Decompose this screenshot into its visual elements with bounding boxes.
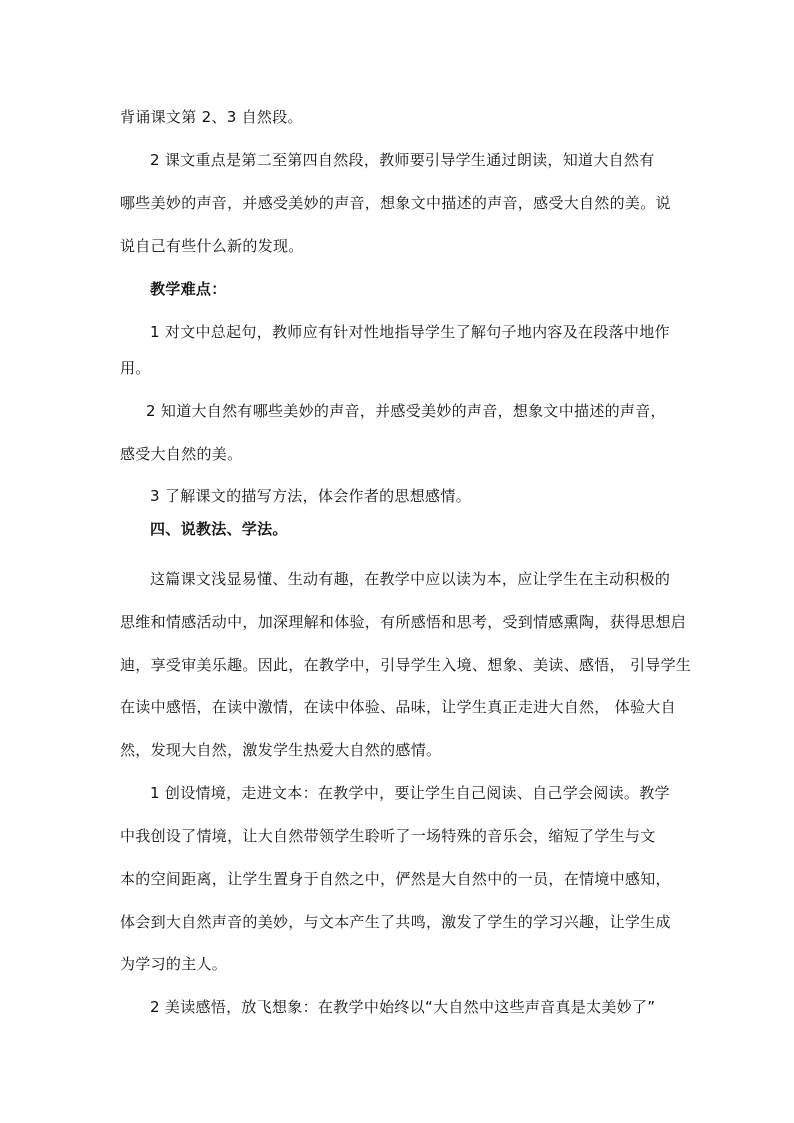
text-line: 中我创设了情境，让大自然带领学生聆听了一场特殊的音乐会，缩短了学生与文 [120, 827, 656, 845]
text-line: 2 课文重点是第二至第四自然段，教师要引导学生通过朗读，知道大自然有 [150, 151, 655, 169]
text-line: 1 创设情境，走进文本：在教学中，要让学生自己阅读、自己学会阅读。教学 [150, 784, 670, 802]
text-line: 说自己有些什么新的发现。 [120, 237, 304, 255]
text-line: 3 了解课文的描写方法，体会作者的思想感情。 [150, 487, 471, 505]
text-line: 这篇课文浅显易懂、生动有趣，在教学中应以读为本，应让学生在主动积极的 [150, 570, 671, 588]
text-line: 背诵课文第 2、3 自然段。 [120, 108, 303, 126]
text-line: 本的空间距离，让学生置身于自然之中，俨然是大自然中的一员，在情境中感知， [120, 870, 671, 888]
section-heading: 教学难点： [150, 280, 227, 298]
text-line: 1 对文中总起句，教师应有针对性地指导学生了解句子地内容及在段落中地作 [150, 323, 670, 341]
section-heading: 四、说教法、学法。 [150, 520, 288, 538]
text-line: 然，发现大自然，激发学生热爱大自然的感情。 [120, 741, 442, 759]
text-line: 感受大自然的美。 [120, 445, 243, 463]
text-line: 思维和情感活动中，加深理解和体验，有所感悟和思考，受到情感熏陶，获得思想启 [120, 613, 687, 631]
text-line: 体会到大自然声音的美妙，与文本产生了共鸣，激发了学生的学习兴趣，让学生成 [120, 913, 671, 931]
text-line: 迪，享受审美乐趣。因此，在教学中，引导学生入境、想象、美读、感悟， 引导学生 [120, 656, 692, 674]
text-line: 2 美读感悟，放飞想象：在教学中始终以“大自然中这些声音真是太美妙了” [150, 998, 656, 1016]
text-line: 在读中感悟，在读中激情，在读中体验、品味，让学生真正走进大自然， 体验大自 [120, 698, 676, 716]
text-line: 哪些美妙的声音，并感受美妙的声音，想象文中描述的声音，感受大自然的美。说 [120, 194, 671, 212]
text-line: 2 知道大自然有哪些美妙的声音，并感受美妙的声音，想象文中描述的声音， [146, 402, 666, 420]
text-line: 为学习的主人。 [120, 955, 228, 973]
text-line: 用。 [120, 359, 151, 377]
